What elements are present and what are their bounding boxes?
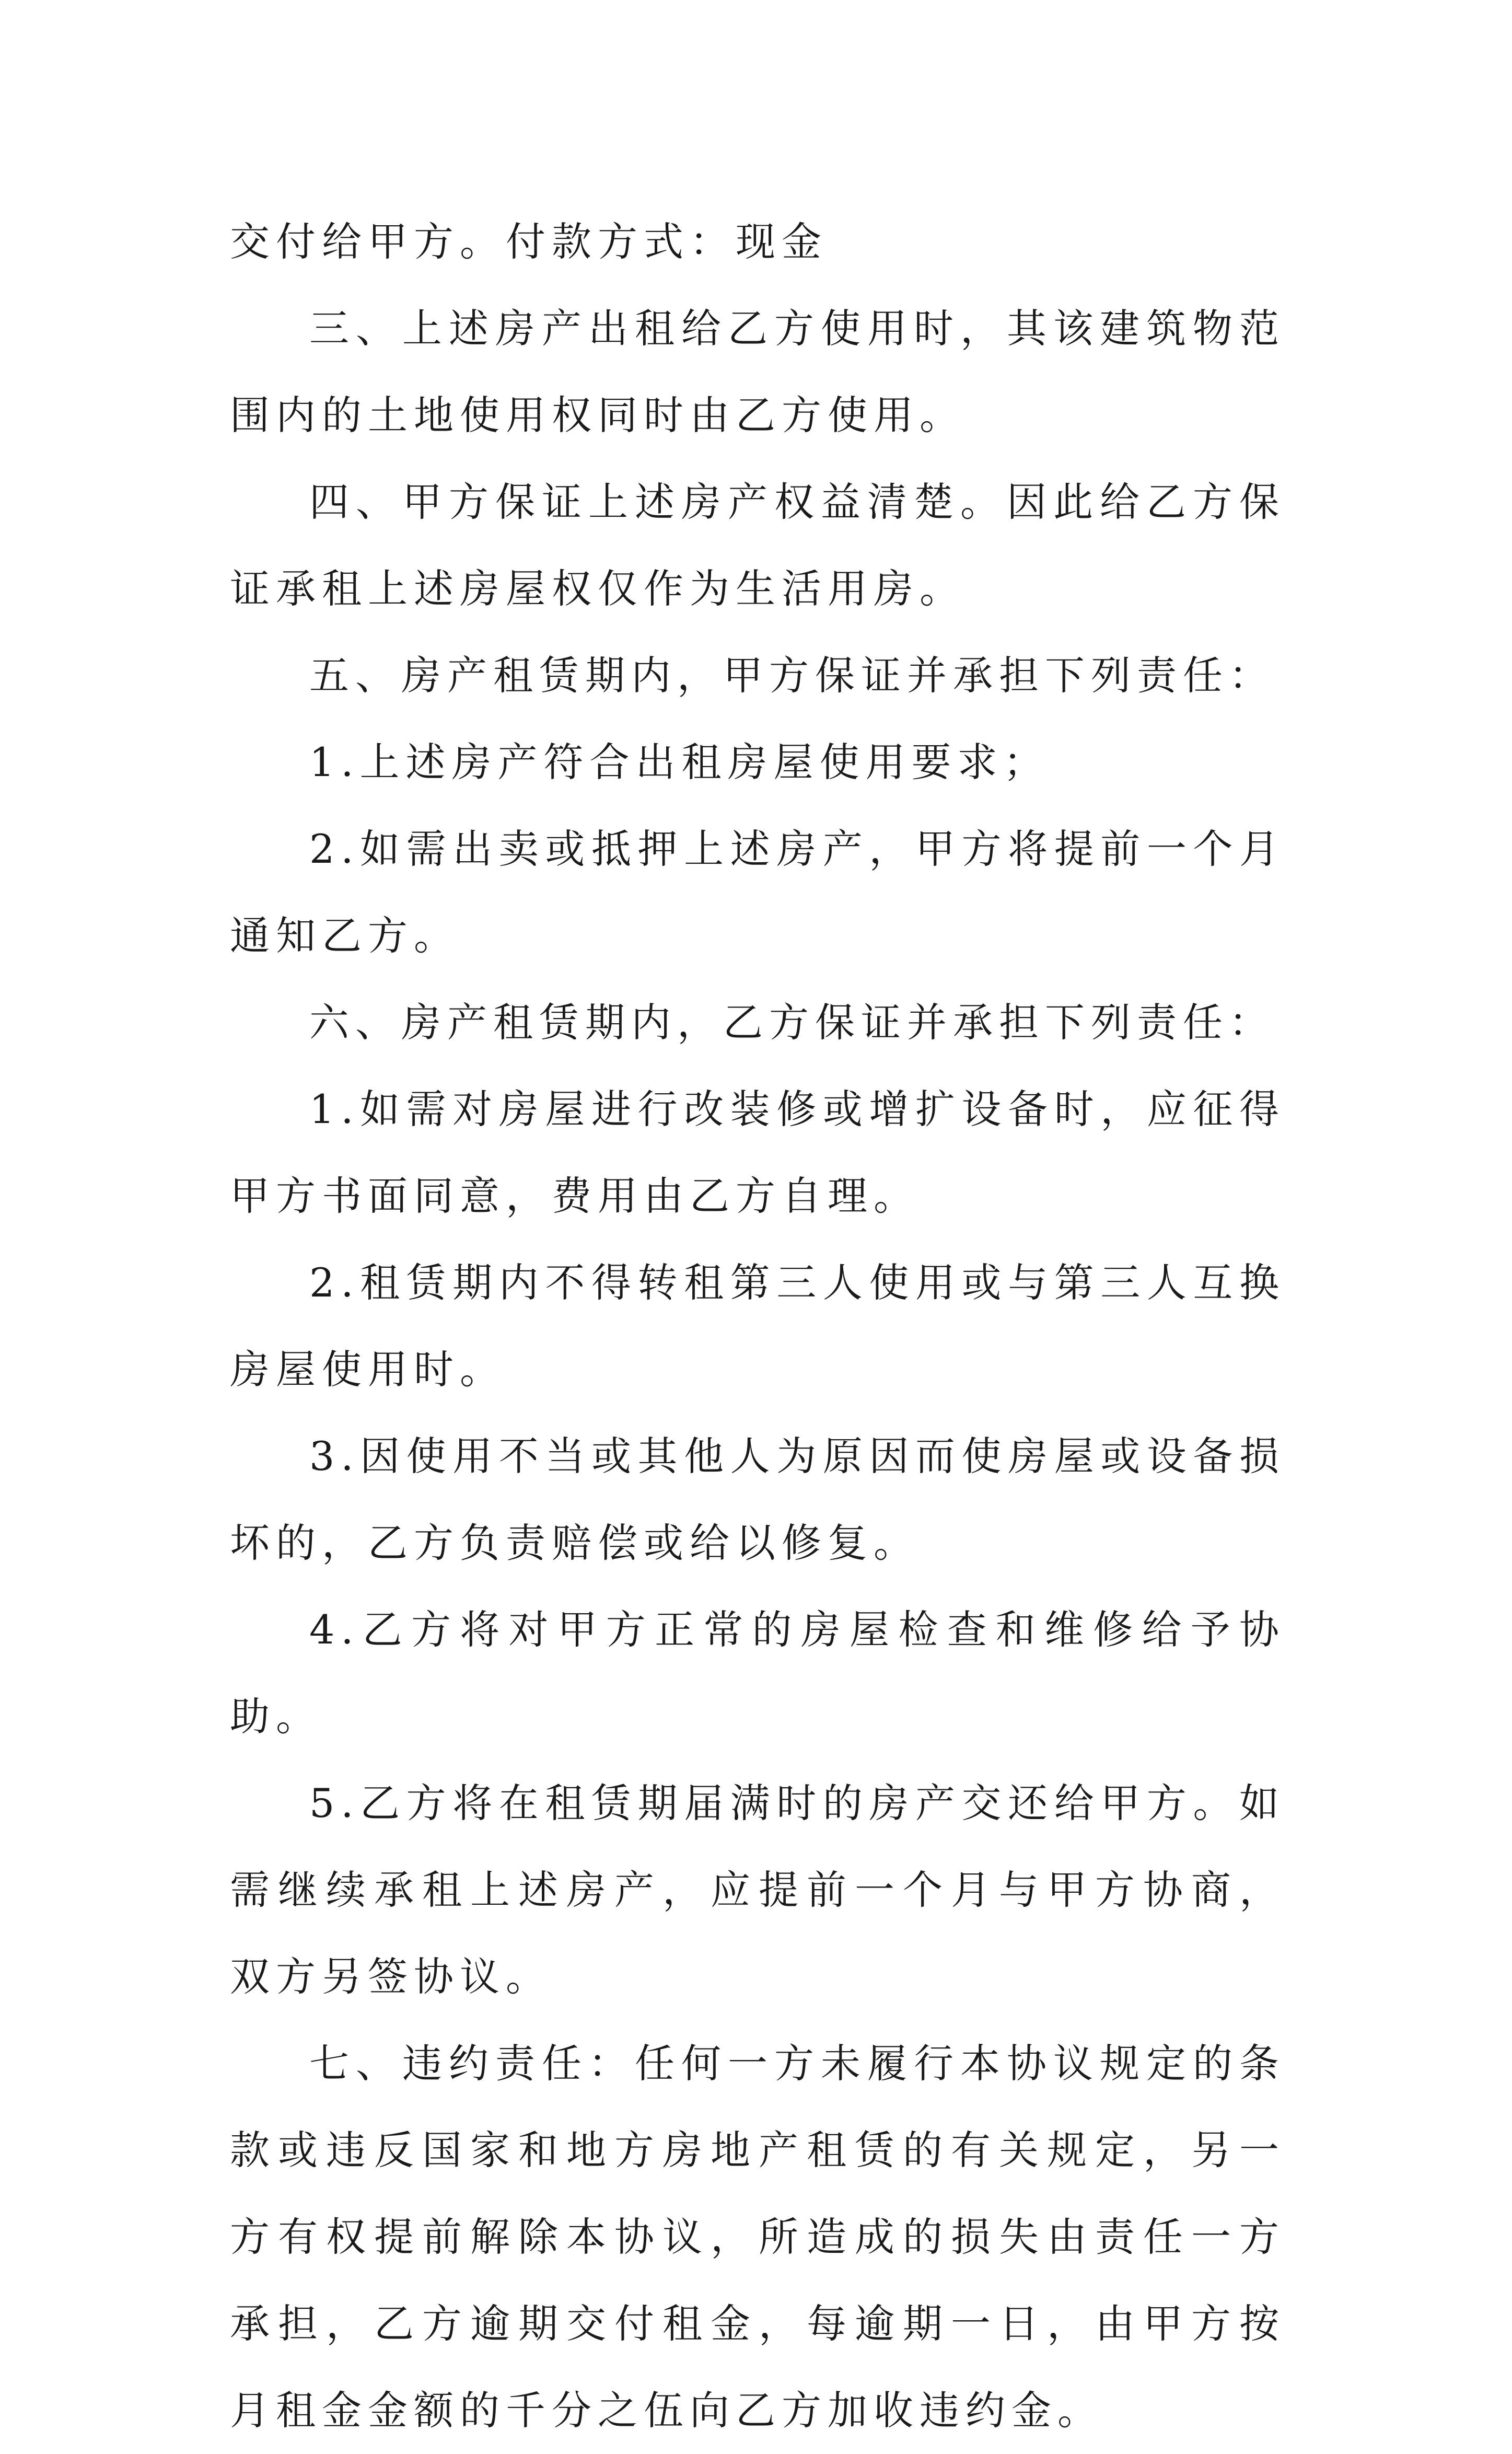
paragraph-clause-5-item-1: 1.上述房产符合出租房屋使用要求；: [309, 739, 1050, 785]
paragraph-clause-6: 六、房产租赁期内，乙方保证并承担下列责任：: [309, 999, 1275, 1046]
paragraph-payment-method: 交付给甲方。付款方式：现金: [230, 218, 828, 265]
paragraph-clause-6-item-5: 5.乙方将在租赁期届满时的房产交还给甲方。如需继续承租上述房产，应提前一个月与甲方协商，双方另签协议。: [230, 1780, 1285, 2000]
paragraph-clause-5-item-2: 2.如需出卖或抵押上述房产，甲方将提前一个月通知乙方。: [230, 826, 1285, 959]
document-body: [230, 199, 1285, 2454]
paragraph-clause-4: 四、甲方保证上述房产权益清楚。因此给乙方保证承租上述房屋权仅作为生活用房。: [230, 479, 1285, 612]
paragraph-clause-7: 七、违约责任：任何一方未履行本协议规定的条款或违反国家和地方房地产租赁的有关规定，另一方有权提前解除本协议，所造成的损失由责任一方承担，乙方逾期交付租金，每逾期一日，由甲方按月租金金额的千分之伍向乙方加收违约金。: [230, 2040, 1285, 2434]
paragraph-clause-6-item-1: 1.如需对房屋进行改装修或增扩设备时，应征得甲方书面同意，费用由乙方自理。: [230, 1086, 1285, 1219]
paragraph-clause-6-item-2: 2.租赁期内不得转租第三人使用或与第三人互换房屋使用时。: [230, 1259, 1285, 1393]
paragraph-clause-3: 三、上述房产出租给乙方使用时，其该建筑物范围内的土地使用权同时由乙方使用。: [230, 305, 1285, 438]
paragraph-clause-6-item-4: 4.乙方将对甲方正常的房屋检查和维修给予协助。: [230, 1606, 1285, 1740]
paragraph-clause-5: 五、房产租赁期内，甲方保证并承担下列责任：: [309, 652, 1275, 699]
paragraph-clause-6-item-3: 3.因使用不当或其他人为原因而使房屋或设备损坏的，乙方负责赔偿或给以修复。: [230, 1433, 1285, 1566]
